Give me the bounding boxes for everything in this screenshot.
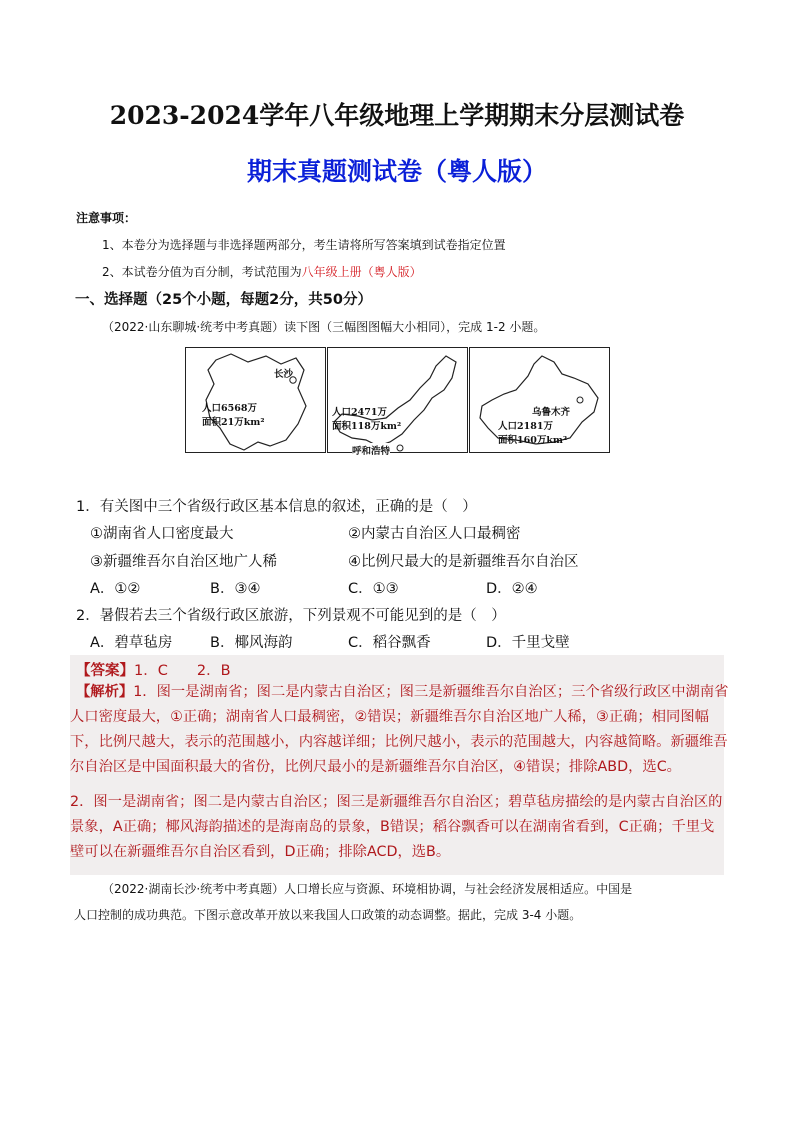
notes-heading: 注意事项： <box>76 211 137 225</box>
explanation-line-7: 壁可以在新疆维吾尔自治区看到，D正确；排除ACD，选B。 <box>70 844 451 860</box>
answer-text: 1．C 2．B <box>134 663 231 679</box>
maps-figure <box>185 347 610 457</box>
answer-label: 【答案】 <box>76 663 134 679</box>
map2-city: 呼和浩特 <box>352 443 390 457</box>
q2-option-c: C．稻谷飘香 <box>348 635 431 651</box>
q1-option-d: D．②④ <box>486 581 538 597</box>
map-xinjiang <box>469 347 610 453</box>
map1-city: 长沙 <box>274 369 294 380</box>
notes-item-1: 1、本卷分为选择题与非选择题两部分，考生请将所写答案填到试卷指定位置 <box>102 238 506 252</box>
explanation-line-3: 下，比例尺越大，表示的范围越小，内容越详细；比例尺越小，表示的范围越大，内容越简略。新疆维吾 <box>70 734 728 750</box>
q2-stem: 2．暑假若去三个省级行政区旅游，下列景观不可能见到的是（ ） <box>76 608 506 624</box>
q1-stem: 1．有关图中三个省级行政区基本信息的叙述，正确的是（ ） <box>76 499 477 515</box>
question-source-1: （2022·山东聊城·统考中考真题）读下图（三幅图图幅大小相同），完成 1-2 小题。 <box>102 320 546 334</box>
question-source-2: （2022·湖南长沙·统考中考真题）人口增长应与资源、环境相协调，与社会经济发展相适应。中国是 <box>102 882 633 896</box>
answer-line <box>76 659 231 680</box>
q1-statement-3: ③新疆维吾尔自治区地广人稀 <box>90 554 277 570</box>
explanation-text-1: 1．图一是湖南省；图二是内蒙古自治区；图三是新疆维吾尔自治区；三个省级行政区中湖南省 <box>133 684 729 700</box>
map3-area: 面积160万km² <box>498 435 568 446</box>
map1-area: 面积21万km² <box>202 417 265 428</box>
map-hunan <box>185 347 326 453</box>
explanation-line-2: 人口密度最大，①正确；湖南省人口最稠密，②错误；新疆维吾尔自治区地广人稀，③正确；相同图幅 <box>70 709 709 725</box>
q1-option-c: C．①③ <box>348 581 399 597</box>
map3-city: 乌鲁木齐 <box>532 407 571 418</box>
inner-mongolia-outline <box>328 348 469 454</box>
notes-item-2-highlight: 八年级上册（粤人版） <box>301 265 422 279</box>
map-inner-mongolia <box>327 347 468 457</box>
question-source-2-cont: 人口控制的成功典范。下图示意改革开放以来我国人口政策的动态调整。据此，完成 3-4 小题。 <box>74 908 582 922</box>
explanation-line-5: 2．图一是湖南省；图二是内蒙古自治区；图三是新疆维吾尔自治区；碧草毡房描绘的是内蒙古自治区的 <box>70 794 723 810</box>
explanation-line-6: 景象，A正确；椰风海韵描述的是海南岛的景象，B错误；稻谷飘香可以在湖南省看到，C正确；千里戈 <box>70 819 715 835</box>
page-subtitle: 期末真题测试卷（粤人版） <box>246 157 547 186</box>
section-title: 一、选择题（25个小题，每题2分，共50分） <box>75 292 372 308</box>
q1-statement-1: ①湖南省人口密度最大 <box>90 526 234 542</box>
map1-pop: 人口6568万 <box>202 403 257 414</box>
notes-item-2 <box>102 263 422 280</box>
q2-option-a: A．碧草毡房 <box>90 635 173 651</box>
q1-option-b: B．③④ <box>210 581 261 597</box>
map2-area: 面积118万km² <box>332 421 402 432</box>
explanation-line-4: 尔自治区是中国面积最大的省份，比例尺最小的是新疆维吾尔自治区，④错误；排除ABD，选C。 <box>70 759 681 775</box>
page-title: 2023-2024学年八年级地理上学期期末分层测试卷 <box>109 101 685 130</box>
q1-statement-4: ④比例尺最大的是新疆维吾尔自治区 <box>348 554 579 570</box>
explanation-line-1 <box>76 680 728 705</box>
q1-option-a: A．①② <box>90 581 141 597</box>
map3-pop: 人口2181万 <box>498 421 553 432</box>
q2-option-b: B．椰风海韵 <box>210 635 293 651</box>
map2-pop: 人口2471万 <box>332 407 387 418</box>
q2-option-d: D．千里戈壁 <box>486 635 570 651</box>
notes-item-2-text: 2、本试卷分值为百分制，考试范围为 <box>102 265 302 279</box>
explanation-label: 【解析】 <box>76 684 134 700</box>
q1-statement-2: ②内蒙古自治区人口最稠密 <box>348 526 521 542</box>
